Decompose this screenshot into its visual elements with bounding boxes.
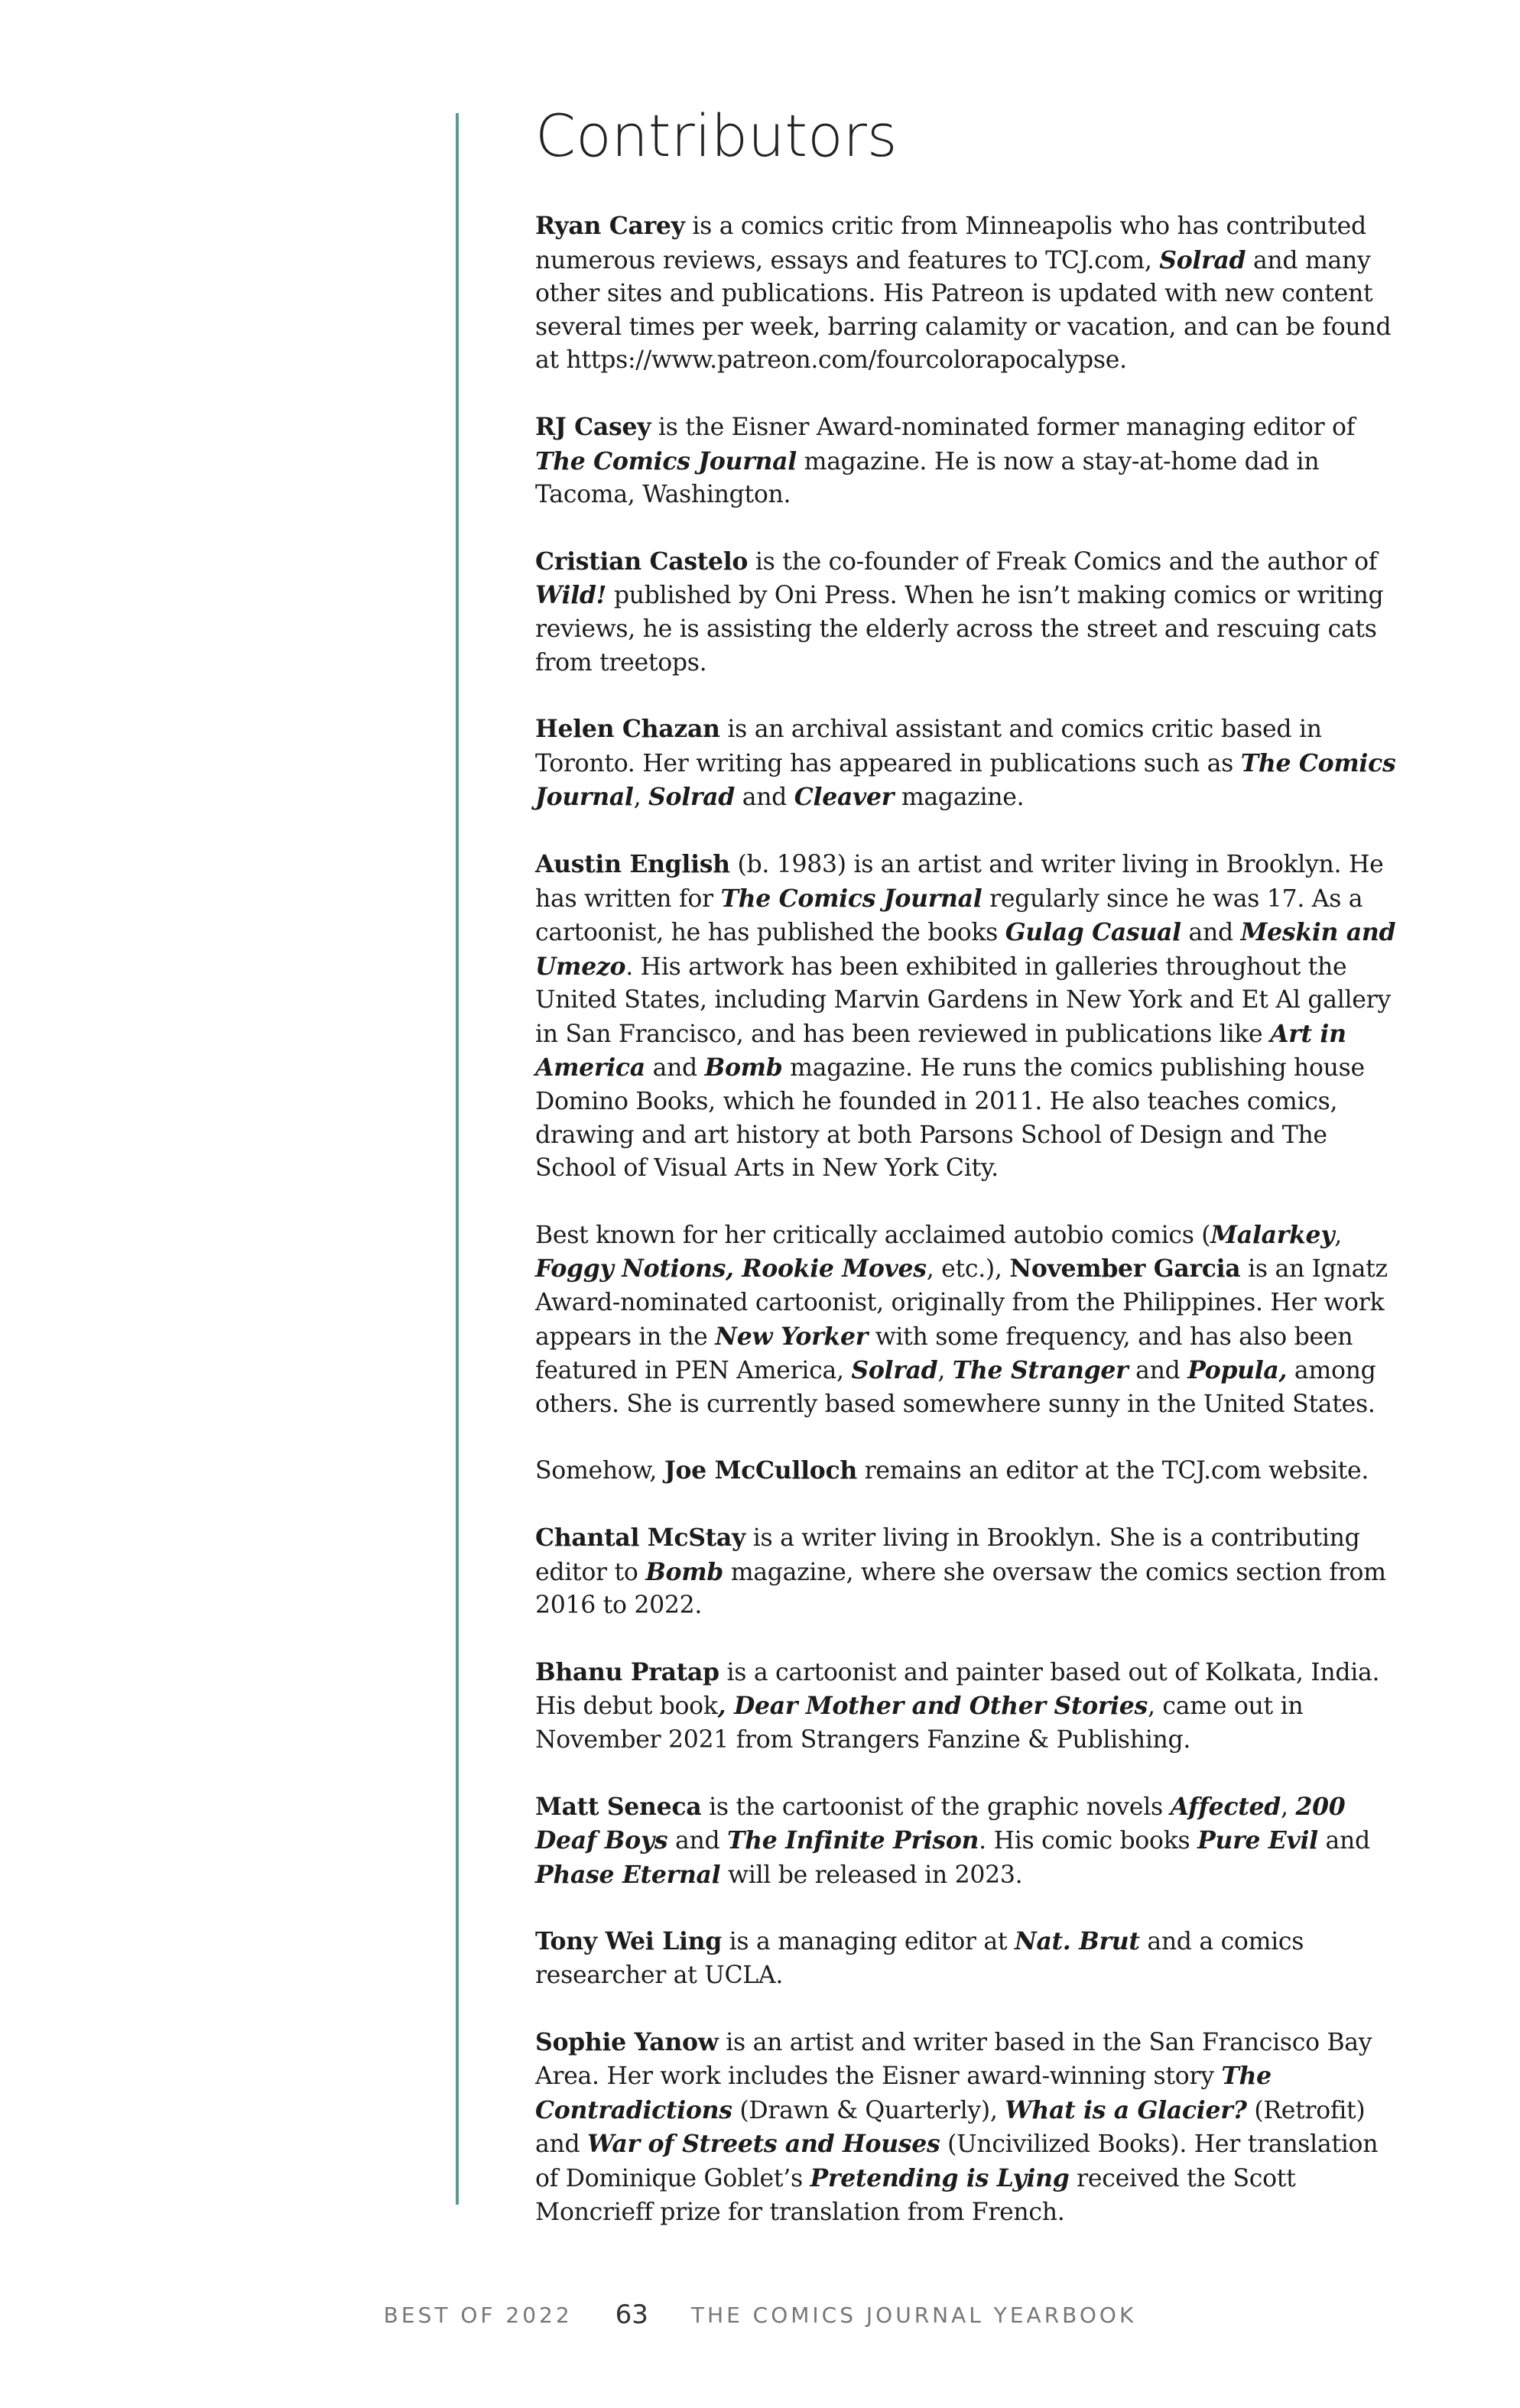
bio-text: Somehow, xyxy=(535,1457,664,1485)
publication-title: Malarkey xyxy=(1210,1220,1335,1249)
publication-title: What is a Glacier? xyxy=(1005,2095,1247,2124)
bio-text: is an archival assistant and comics critic based in Toronto. Her writing has appeared in publications such as xyxy=(535,716,1322,777)
contributors-section xyxy=(535,99,1407,2262)
publication-title: Foggy Notions, Rookie Moves xyxy=(535,1254,927,1284)
publication-title: The Stranger xyxy=(952,1356,1129,1385)
contributor-bio xyxy=(535,848,1407,1186)
contributor-name: Joe McCulloch xyxy=(664,1456,857,1485)
bio-text: will be released in 2023. xyxy=(720,1861,1023,1889)
publication-title: Solrad xyxy=(851,1356,938,1385)
bio-text: is an artist and writer based in the San Francisco Bay Area. Her work includes the Eisner award-winning story xyxy=(535,2028,1372,2091)
publication-title: Meskin and Umezo xyxy=(535,918,1396,981)
publication-title: Bomb xyxy=(704,1053,783,1082)
contributor-name: November Garcia xyxy=(1009,1254,1241,1284)
bio-text: and xyxy=(645,1054,705,1082)
publication-title: The Comics Journal xyxy=(535,748,1396,812)
contributor-bio xyxy=(535,1925,1407,1992)
contributor-bio xyxy=(535,545,1407,680)
bio-text: Best known for her critically acclaimed autobio comics ( xyxy=(535,1221,1211,1249)
publication-title: Solrad xyxy=(1159,245,1246,274)
contributor-name: Austin English xyxy=(535,849,730,878)
bio-text: magazine, where she oversaw the comics section from 2016 to 2022. xyxy=(535,1558,1386,1620)
bio-text: published by Oni Press. When he isn’t making comics or writing reviews, he is assisting the elderly across the street and rescuing cats from treetops. xyxy=(535,582,1384,677)
page-number: 63 xyxy=(615,2299,648,2330)
contributor-name: Helen Chazan xyxy=(535,715,720,744)
contributor-name: Sophie Yanow xyxy=(535,2027,719,2056)
publication-title: Phase Eternal xyxy=(535,1860,721,1889)
bio-text: is a managing editor at xyxy=(721,1928,1015,1956)
bio-text: and xyxy=(1128,1357,1188,1385)
contributor-name: Bhanu Pratap xyxy=(535,1657,719,1686)
bio-text: magazine. xyxy=(894,784,1025,812)
publication-title: The Contradictions xyxy=(535,2062,1272,2124)
bio-text: . His artwork has been exhibited in galleries throughout the United States, including Marvin Gardens in New York and Et Al gallery in San Francisco, and has been reviewed in publications like xyxy=(535,952,1391,1048)
bio-text: , xyxy=(1334,1221,1343,1249)
contributor-bio xyxy=(535,1454,1407,1488)
bio-text: and xyxy=(735,784,794,812)
publication-title: Pure Evil xyxy=(1197,1826,1318,1855)
footer-publication: BEST OF 2022 xyxy=(383,2302,573,2328)
publication-title: Wild! xyxy=(535,581,607,610)
bio-text: is a cartoonist and painter based out of Kolkata, India. His debut book xyxy=(535,1658,1380,1721)
publication-title: , Dear Mother and Other Stories xyxy=(717,1692,1148,1721)
publication-title: The Comics Journal xyxy=(535,446,797,475)
contributor-bio xyxy=(535,1521,1407,1623)
bio-text: among others. She is currently based somewhere sunny in the United States. xyxy=(535,1357,1376,1418)
bio-text: and xyxy=(1317,1827,1370,1855)
publication-title: The Comics Journal xyxy=(720,884,982,913)
publication-title: Cleaver xyxy=(794,783,895,812)
page-title: Contributors xyxy=(535,102,898,170)
bio-text: is a comics critic from Minneapolis who has contributed numerous reviews, essays and features to TCJ.com, xyxy=(535,213,1366,274)
contributor-bio xyxy=(535,2026,1407,2230)
bio-text: , xyxy=(937,1357,953,1385)
bio-text: and xyxy=(667,1827,728,1855)
bio-text: regularly since he was 17. As a cartoonist, he has published the books xyxy=(535,884,1363,947)
contributor-name: Tony Wei Ling xyxy=(535,1927,722,1956)
bio-text: and a comics researcher at UCLA. xyxy=(535,1928,1304,1989)
publication-title: Pretending is Lying xyxy=(810,2163,1070,2192)
bio-text: is the co-founder of Freak Comics and the author of xyxy=(748,547,1378,576)
publication-title: Solrad xyxy=(648,783,735,812)
publication-title: Gulag Casual xyxy=(1005,918,1181,947)
bio-text: , xyxy=(633,784,649,812)
publication-title: New Yorker xyxy=(715,1322,868,1351)
publication-title: Nat. Brut xyxy=(1014,1927,1140,1956)
bio-text: and xyxy=(1181,919,1241,947)
publication-title: Bomb xyxy=(645,1557,724,1586)
contributor-name: Matt Seneca xyxy=(535,1792,702,1821)
bio-text: (b. 1983) is an artist and writer living in Brooklyn. He has written for xyxy=(535,850,1384,913)
bio-text: , etc.), xyxy=(926,1255,1010,1284)
bio-text: with some frequency, and has also been featured in PEN America, xyxy=(535,1322,1353,1385)
contributor-name: Cristian Castelo xyxy=(535,547,749,576)
bio-text: magazine. He is now a stay-at-home dad in Tacoma, Washington. xyxy=(535,447,1320,509)
publication-title: The Infinite Prison xyxy=(727,1826,979,1855)
bio-text: (Uncivilized Books). Her translation of Dominique Goblet’s xyxy=(535,2131,1379,2192)
bio-text: is the cartoonist of the graphic novels xyxy=(701,1793,1171,1821)
left-rule xyxy=(456,113,459,2205)
bio-text: , came out in November 2021 from Strangers Fanzine & Publishing. xyxy=(535,1692,1304,1754)
publication-title: Art in America xyxy=(535,1019,1346,1082)
bio-text: (Drawn & Quarterly), xyxy=(732,2096,1005,2124)
publication-title: 200 Deaf Boys xyxy=(535,1792,1346,1855)
contributor-bio xyxy=(535,411,1407,512)
contributor-bio xyxy=(535,209,1407,378)
publication-title: War of Streets and Houses xyxy=(587,2130,940,2159)
contributor-bio xyxy=(535,1790,1407,1893)
bio-text: remains an editor at the TCJ.com website. xyxy=(856,1457,1369,1485)
bio-text: magazine. He runs the comics publishing house Domino Books, which he founded in 2011. He also teaches comics, drawing and art history at both Parsons School of Design and The School of Visual Arts in New York City. xyxy=(535,1054,1365,1183)
footer-title: THE COMICS JOURNAL YEARBOOK xyxy=(690,2302,1137,2328)
publication-title: Popula, xyxy=(1187,1356,1288,1385)
contributor-bio xyxy=(535,712,1407,815)
bio-text: (Retrofit) and xyxy=(535,2096,1366,2159)
bio-text: and many other sites and publications. His Patreon is updated with new content several times per week, barring calamity or vacation, and can be found at https://www.patreon.com/fourcolorapocalypse. xyxy=(535,246,1392,375)
bio-text: , xyxy=(1281,1793,1296,1821)
contributor-name: RJ Casey xyxy=(535,412,651,441)
page-footer xyxy=(0,2299,1520,2330)
bio-text: . His comic books xyxy=(979,1827,1198,1855)
bio-text: is a writer living in Brooklyn. She is a contributing editor to xyxy=(535,1524,1360,1586)
contributor-name: Chantal McStay xyxy=(535,1524,746,1552)
bio-list xyxy=(535,209,1407,2229)
contributor-bio xyxy=(535,1219,1407,1422)
bio-text: received the Scott Moncrieff prize for translation from French. xyxy=(535,2164,1296,2226)
bio-text: is the Eisner Award-nominated former managing editor of xyxy=(651,413,1356,441)
bio-text: is an Ignatz Award-nominated cartoonist, originally from the Philippines. Her work appears in the xyxy=(535,1255,1388,1351)
contributor-name: Ryan Carey xyxy=(535,212,685,240)
publication-title: Affected xyxy=(1170,1792,1281,1821)
contributor-bio xyxy=(535,1656,1407,1757)
